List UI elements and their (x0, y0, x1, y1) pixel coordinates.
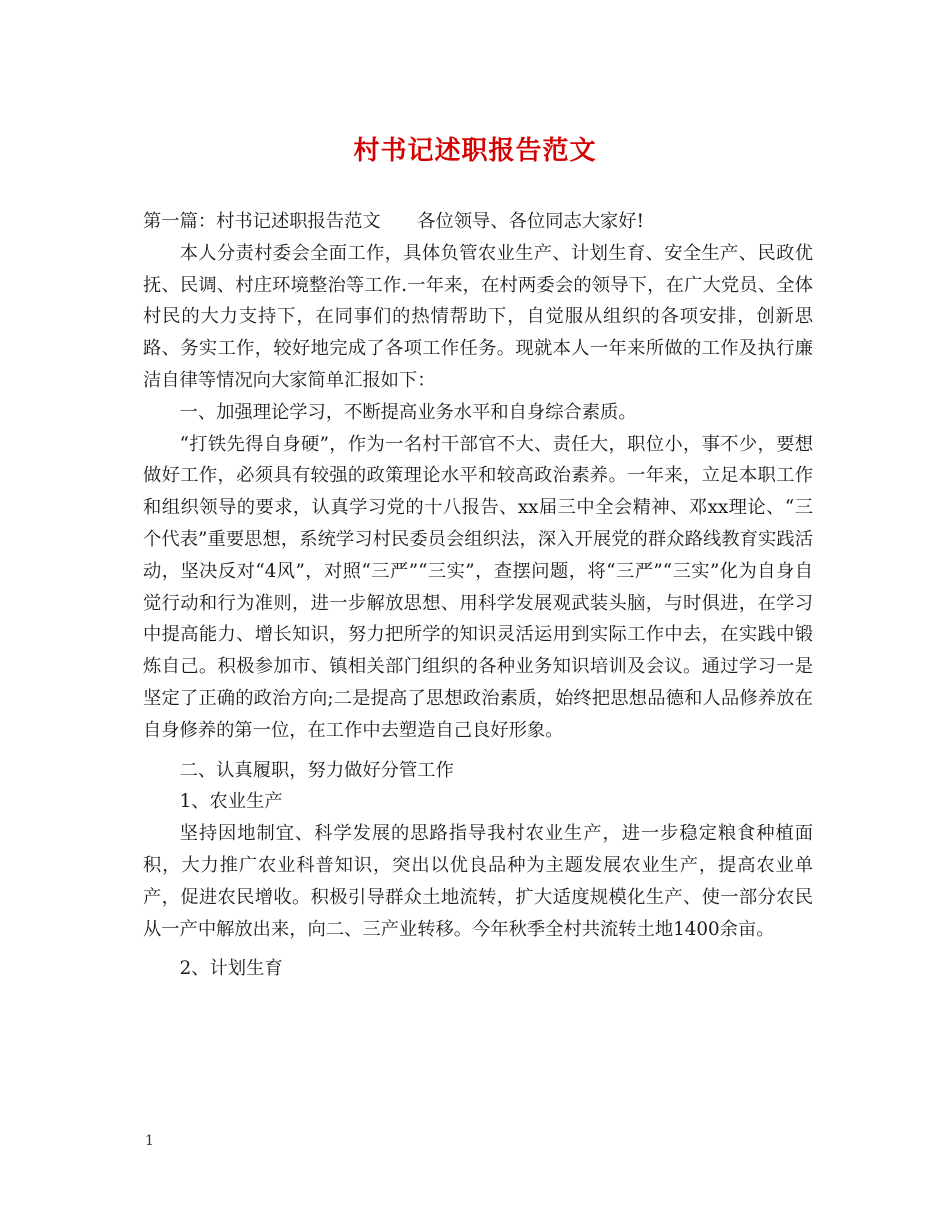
opening-line: 第一篇：村书记述职报告范文 各位领导、各位同志大家好! (143, 211, 644, 232)
intro-paragraph: 本人分责村委会全面工作，具体负管农业生产、计划生育、安全生产、民政优抚、民调、村庄环境整治等工作.一年来，在村两委会的领导下，在广大党员、全体村民的大力支持下，在同事们的热情帮助下，自觉服从组织的各项安排，创新思路、务实工作，较好地完成了各项工作任务。现就本人一年来所做的工作及执行廉洁自律等情况向大家简单汇报如下： (143, 242, 813, 391)
section-1-paragraph: “打铁先得自身硬”，作为一名村干部官不大、责任大，职位小，事不少，要想做好工作，必须具有较强的政策理论水平和较高政治素养。一年来，立足本职工作和组织领导的要求，认真学习党的十八报告、xx届三中全会精神、邓xx理论、“三个代表”重要思想，系统学习村民委员会组织法，深入开展党的群众路线教育实践活动，坚决反对“4风”，对照“三严”“三实”，查摆问题，将“三严”“三实”化为自身自觉行动和行为准则，进一步解放思想、用科学发展观武装头脑，与时俱进，在学习中提高能力、增长知识，努力把所学的知识灵活运用到实际工作中去，在实践中锻炼自己。积极参加市、镇相关部门组织的各种业务知识培训及会议。通过学习一是坚定了正确的政治方向;二是提高了思想政治素质，始终把思想品德和人品修养放在自身修养的第一位，在工作中去塑造自己良好形象。 (143, 433, 813, 741)
section-1-heading: 一、加强理论学习，不断提高业务水平和自身综合素质。 (179, 401, 637, 423)
subsection-1-heading: 1、农业生产 (179, 791, 283, 813)
section-2-heading: 二、认真履职，努力做好分管工作 (179, 759, 454, 781)
subsection-2-heading: 2、计划生育 (179, 958, 283, 980)
document-title: 村书记述职报告范文 (353, 136, 597, 166)
page-number: 1 (145, 1133, 154, 1149)
subsection-1-paragraph: 坚持因地制宜、科学发展的思路指导我村农业生产，进一步稳定粮食种植面积，大力推广农业科普知识，突出以优良品种为主题发展农业生产，提高农业单产，促进农民增收。积极引导群众土地流转，扩大适度规模化生产、使一部分农民从一产中解放出来，向二、三产业转移。今年秋季全村共流转土地1400余亩。 (143, 823, 813, 940)
document-body (143, 206, 813, 985)
